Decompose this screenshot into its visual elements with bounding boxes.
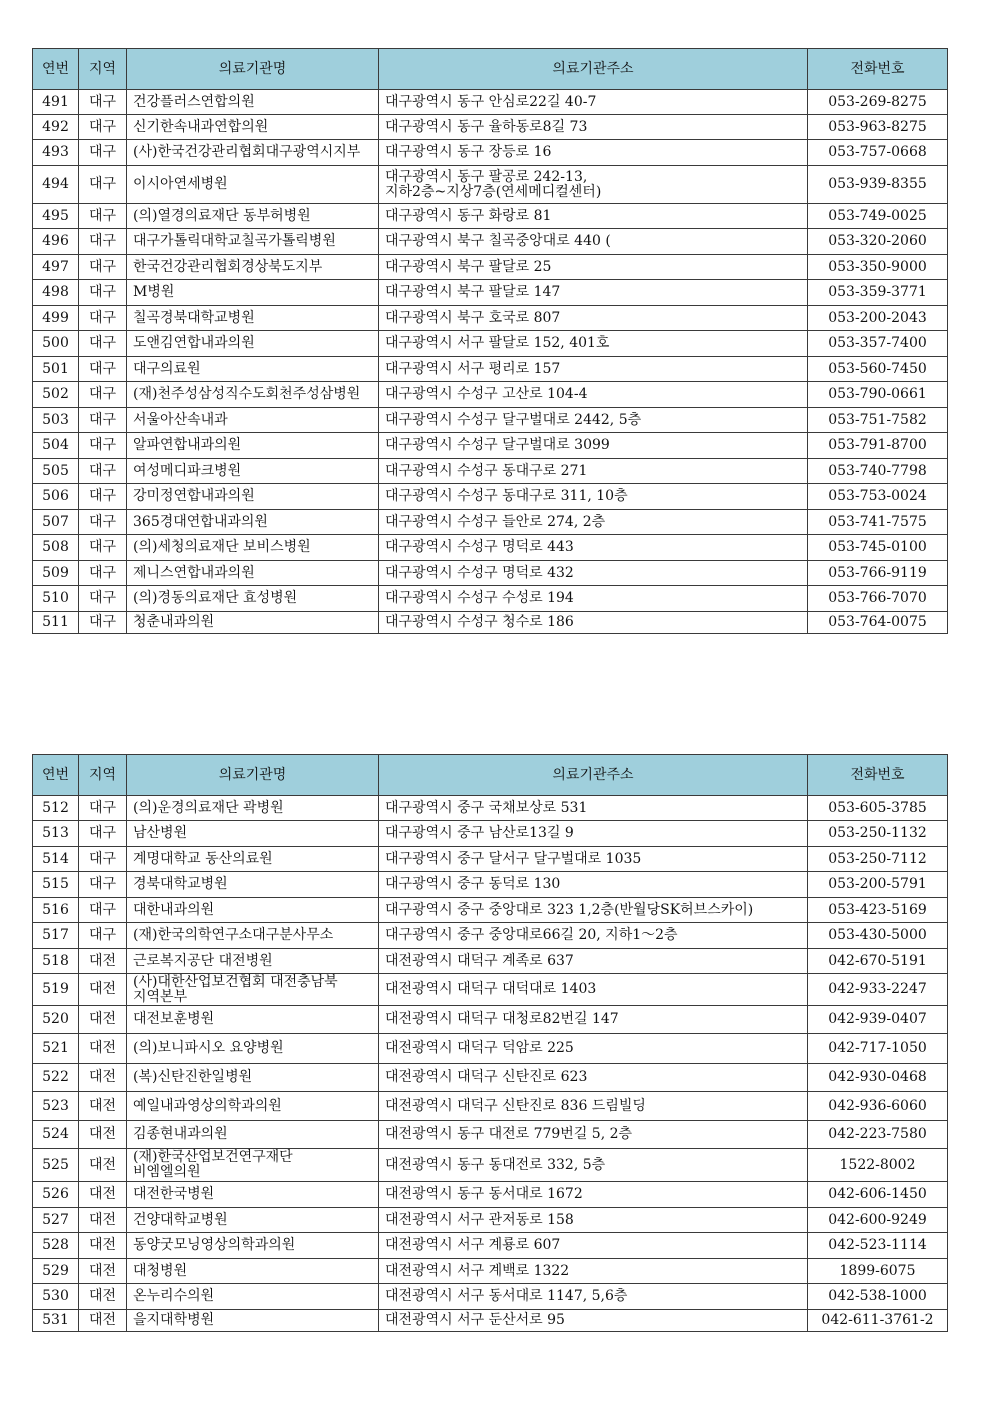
cell-name: 남산병원 bbox=[127, 821, 379, 847]
table-row bbox=[33, 484, 948, 510]
cell-phone: 053-605-3785 bbox=[808, 796, 948, 821]
cell-name: 을지대학병원 bbox=[127, 1310, 379, 1332]
cell-phone: 053-200-2043 bbox=[808, 306, 948, 331]
cell-region: 대구 bbox=[79, 331, 127, 357]
cell-address: 대구광역시 수성구 달구벌대로 2442, 5층 bbox=[379, 408, 808, 433]
table-row bbox=[33, 331, 948, 357]
cell-phone: 1522-8002 bbox=[808, 1149, 948, 1182]
cell-address: 대구광역시 수성구 동대구로 271 bbox=[379, 459, 808, 484]
cell-name: 제니스연합내과의원 bbox=[127, 561, 379, 586]
cell-name: 예일내과영상의학과의원 bbox=[127, 1092, 379, 1121]
table-row bbox=[33, 1284, 948, 1310]
cell-no: 492 bbox=[33, 115, 79, 140]
cell-phone: 042-670-5191 bbox=[808, 949, 948, 974]
table-row bbox=[33, 90, 948, 115]
table-row bbox=[33, 872, 948, 898]
cell-address: 대전광역시 서구 동서대로 1147, 5,6층 bbox=[379, 1284, 808, 1310]
cell-address: 대구광역시 중구 남산로13길 9 bbox=[379, 821, 808, 847]
cell-address: 대구광역시 수성구 고산로 104-4 bbox=[379, 382, 808, 408]
cell-address: 대구광역시 북구 호국로 807 bbox=[379, 306, 808, 331]
table-row bbox=[33, 1149, 948, 1182]
cell-address: 대전광역시 대덕구 신탄진로 836 드림빌딩 bbox=[379, 1092, 808, 1121]
cell-no: 509 bbox=[33, 561, 79, 586]
cell-phone: 053-751-7582 bbox=[808, 408, 948, 433]
cell-address: 대구광역시 수성구 달구벌대로 3099 bbox=[379, 433, 808, 459]
cell-name: (의)보니파시오 요양병원 bbox=[127, 1034, 379, 1064]
cell-name: M병원 bbox=[127, 280, 379, 306]
cell-phone: 042-611-3761-2 bbox=[808, 1310, 948, 1332]
table-row bbox=[33, 1092, 948, 1121]
cell-phone: 053-764-0075 bbox=[808, 612, 948, 634]
cell-region: 대구 bbox=[79, 140, 127, 166]
cell-no: 519 bbox=[33, 974, 79, 1006]
header-address: 의료기관주소 bbox=[379, 49, 808, 90]
cell-address: 대구광역시 수성구 명덕로 443 bbox=[379, 535, 808, 561]
cell-name: (재)한국산업보건연구재단 비엠엘의원 bbox=[127, 1149, 379, 1182]
cell-name: 청춘내과의원 bbox=[127, 612, 379, 634]
cell-name: 여성메디파크병원 bbox=[127, 459, 379, 484]
cell-no: 499 bbox=[33, 306, 79, 331]
cell-region: 대구 bbox=[79, 459, 127, 484]
cell-phone: 053-753-0024 bbox=[808, 484, 948, 510]
cell-address: 대구광역시 중구 중앙대로66길 20, 지하1～2층 bbox=[379, 923, 808, 949]
header-no: 연번 bbox=[33, 49, 79, 90]
cell-region: 대구 bbox=[79, 510, 127, 535]
cell-name: (의)열경의료재단 동부허병원 bbox=[127, 204, 379, 229]
cell-name: (재)한국의학연구소대구분사무소 bbox=[127, 923, 379, 949]
header-name: 의료기관명 bbox=[127, 49, 379, 90]
cell-region: 대구 bbox=[79, 255, 127, 280]
cell-region: 대전 bbox=[79, 1149, 127, 1182]
cell-region: 대구 bbox=[79, 280, 127, 306]
cell-region: 대구 bbox=[79, 90, 127, 115]
cell-address: 대구광역시 동구 팔공로 242-13, 지하2층~지상7층(연세메디컬센터) bbox=[379, 166, 808, 204]
cell-region: 대전 bbox=[79, 1064, 127, 1092]
cell-no: 500 bbox=[33, 331, 79, 357]
cell-address: 대구광역시 수성구 수성로 194 bbox=[379, 586, 808, 612]
table-row bbox=[33, 796, 948, 821]
cell-address: 대전광역시 동구 동대전로 332, 5층 bbox=[379, 1149, 808, 1182]
table-row bbox=[33, 1233, 948, 1259]
cell-no: 531 bbox=[33, 1310, 79, 1332]
cell-region: 대구 bbox=[79, 484, 127, 510]
cell-no: 504 bbox=[33, 433, 79, 459]
cell-phone: 053-791-8700 bbox=[808, 433, 948, 459]
header-phone: 전화번호 bbox=[808, 49, 948, 90]
cell-phone: 042-523-1114 bbox=[808, 1233, 948, 1259]
cell-phone: 053-766-7070 bbox=[808, 586, 948, 612]
cell-phone: 053-757-0668 bbox=[808, 140, 948, 166]
cell-address: 대전광역시 대덕구 대덕대로 1403 bbox=[379, 974, 808, 1006]
cell-region: 대구 bbox=[79, 561, 127, 586]
cell-no: 493 bbox=[33, 140, 79, 166]
cell-address: 대구광역시 수성구 들안로 274, 2층 bbox=[379, 510, 808, 535]
header-address: 의료기관주소 bbox=[379, 755, 808, 796]
cell-address: 대구광역시 서구 팔달로 152, 401호 bbox=[379, 331, 808, 357]
cell-phone: 042-717-1050 bbox=[808, 1034, 948, 1064]
cell-no: 516 bbox=[33, 898, 79, 923]
cell-no: 503 bbox=[33, 408, 79, 433]
cell-name: 대전보훈병원 bbox=[127, 1006, 379, 1034]
table-row bbox=[33, 166, 948, 204]
header-region: 지역 bbox=[79, 49, 127, 90]
cell-phone: 042-930-0468 bbox=[808, 1064, 948, 1092]
cell-phone: 053-430-5000 bbox=[808, 923, 948, 949]
cell-region: 대구 bbox=[79, 204, 127, 229]
cell-region: 대구 bbox=[79, 898, 127, 923]
cell-address: 대구광역시 수성구 명덕로 432 bbox=[379, 561, 808, 586]
cell-region: 대구 bbox=[79, 357, 127, 382]
cell-no: 530 bbox=[33, 1284, 79, 1310]
cell-region: 대전 bbox=[79, 1092, 127, 1121]
cell-no: 494 bbox=[33, 166, 79, 204]
cell-no: 502 bbox=[33, 382, 79, 408]
table-row bbox=[33, 433, 948, 459]
cell-phone: 042-933-2247 bbox=[808, 974, 948, 1006]
cell-name: 김종현내과의원 bbox=[127, 1121, 379, 1149]
cell-no: 512 bbox=[33, 796, 79, 821]
cell-name: 강미정연합내과의원 bbox=[127, 484, 379, 510]
cell-no: 528 bbox=[33, 1233, 79, 1259]
table-row bbox=[33, 1259, 948, 1284]
cell-name: 대전한국병원 bbox=[127, 1182, 379, 1208]
cell-address: 대구광역시 중구 달서구 달구벌대로 1035 bbox=[379, 847, 808, 872]
cell-phone: 053-749-0025 bbox=[808, 204, 948, 229]
cell-region: 대전 bbox=[79, 1006, 127, 1034]
cell-phone: 042-936-6060 bbox=[808, 1092, 948, 1121]
cell-name: (사)한국건강관리협회대구광역시지부 bbox=[127, 140, 379, 166]
cell-phone: 053-250-7112 bbox=[808, 847, 948, 872]
cell-name: 온누리수의원 bbox=[127, 1284, 379, 1310]
table-row bbox=[33, 115, 948, 140]
cell-no: 510 bbox=[33, 586, 79, 612]
cell-address: 대구광역시 중구 동덕로 130 bbox=[379, 872, 808, 898]
cell-no: 497 bbox=[33, 255, 79, 280]
cell-address: 대전광역시 대덕구 덕암로 225 bbox=[379, 1034, 808, 1064]
table-row bbox=[33, 140, 948, 166]
cell-region: 대구 bbox=[79, 821, 127, 847]
cell-name: (의)경동의료재단 효성병원 bbox=[127, 586, 379, 612]
cell-phone: 042-606-1450 bbox=[808, 1182, 948, 1208]
cell-address: 대구광역시 수성구 청수로 186 bbox=[379, 612, 808, 634]
table-row bbox=[33, 612, 948, 634]
cell-no: 527 bbox=[33, 1208, 79, 1233]
cell-phone: 053-320-2060 bbox=[808, 229, 948, 255]
cell-name: 근로복지공단 대전병원 bbox=[127, 949, 379, 974]
table-row bbox=[33, 255, 948, 280]
cell-address: 대구광역시 북구 팔달로 25 bbox=[379, 255, 808, 280]
cell-address: 대전광역시 대덕구 대청로82번길 147 bbox=[379, 1006, 808, 1034]
cell-name: 이시아연세병원 bbox=[127, 166, 379, 204]
cell-name: 동양굿모닝영상의학과의원 bbox=[127, 1233, 379, 1259]
cell-phone: 042-939-0407 bbox=[808, 1006, 948, 1034]
cell-phone: 053-200-5791 bbox=[808, 872, 948, 898]
cell-name: 대한내과의원 bbox=[127, 898, 379, 923]
cell-region: 대구 bbox=[79, 586, 127, 612]
cell-no: 506 bbox=[33, 484, 79, 510]
cell-address: 대구광역시 북구 팔달로 147 bbox=[379, 280, 808, 306]
cell-no: 495 bbox=[33, 204, 79, 229]
table-row bbox=[33, 974, 948, 1006]
table-row bbox=[33, 1182, 948, 1208]
cell-region: 대구 bbox=[79, 612, 127, 634]
table-header-row bbox=[33, 49, 948, 90]
cell-address: 대구광역시 동구 안심로22길 40-7 bbox=[379, 90, 808, 115]
cell-address: 대구광역시 중구 국채보상로 531 bbox=[379, 796, 808, 821]
cell-address: 대전광역시 서구 계룡로 607 bbox=[379, 1233, 808, 1259]
table-row bbox=[33, 923, 948, 949]
table-row bbox=[33, 510, 948, 535]
cell-region: 대전 bbox=[79, 1233, 127, 1259]
cell-phone: 042-223-7580 bbox=[808, 1121, 948, 1149]
cell-no: 496 bbox=[33, 229, 79, 255]
cell-name: 대구가톨릭대학교칠곡가톨릭병원 bbox=[127, 229, 379, 255]
cell-name: 신기한속내과연합의원 bbox=[127, 115, 379, 140]
cell-address: 대구광역시 동구 장등로 16 bbox=[379, 140, 808, 166]
cell-region: 대구 bbox=[79, 306, 127, 331]
table-row bbox=[33, 898, 948, 923]
table-row bbox=[33, 1310, 948, 1332]
cell-no: 508 bbox=[33, 535, 79, 561]
cell-no: 524 bbox=[33, 1121, 79, 1149]
cell-phone: 053-741-7575 bbox=[808, 510, 948, 535]
table-row bbox=[33, 1208, 948, 1233]
cell-phone: 053-350-9000 bbox=[808, 255, 948, 280]
cell-phone: 053-790-0661 bbox=[808, 382, 948, 408]
cell-no: 518 bbox=[33, 949, 79, 974]
table-row bbox=[33, 408, 948, 433]
cell-name: 한국건강관리협회경상북도지부 bbox=[127, 255, 379, 280]
cell-no: 505 bbox=[33, 459, 79, 484]
cell-no: 526 bbox=[33, 1182, 79, 1208]
cell-region: 대전 bbox=[79, 949, 127, 974]
cell-no: 498 bbox=[33, 280, 79, 306]
cell-address: 대전광역시 서구 둔산서로 95 bbox=[379, 1310, 808, 1332]
cell-region: 대구 bbox=[79, 166, 127, 204]
cell-phone: 053-745-0100 bbox=[808, 535, 948, 561]
cell-no: 515 bbox=[33, 872, 79, 898]
cell-address: 대구광역시 서구 평리로 157 bbox=[379, 357, 808, 382]
cell-no: 501 bbox=[33, 357, 79, 382]
table-row bbox=[33, 1034, 948, 1064]
cell-address: 대전광역시 서구 관저동로 158 bbox=[379, 1208, 808, 1233]
cell-region: 대구 bbox=[79, 847, 127, 872]
cell-phone: 042-600-9249 bbox=[808, 1208, 948, 1233]
cell-name: 알파연합내과의원 bbox=[127, 433, 379, 459]
cell-no: 507 bbox=[33, 510, 79, 535]
cell-region: 대구 bbox=[79, 923, 127, 949]
cell-name: 칠곡경북대학교병원 bbox=[127, 306, 379, 331]
cell-phone: 053-560-7450 bbox=[808, 357, 948, 382]
header-name: 의료기관명 bbox=[127, 755, 379, 796]
cell-address: 대전광역시 동구 동서대로 1672 bbox=[379, 1182, 808, 1208]
cell-no: 520 bbox=[33, 1006, 79, 1034]
cell-region: 대구 bbox=[79, 408, 127, 433]
table-row bbox=[33, 229, 948, 255]
hospital-table-1 bbox=[32, 48, 948, 634]
table-row bbox=[33, 561, 948, 586]
cell-name: (복)신탄진한일병원 bbox=[127, 1064, 379, 1092]
cell-name: (의)세청의료재단 보비스병원 bbox=[127, 535, 379, 561]
cell-name: 경북대학교병원 bbox=[127, 872, 379, 898]
cell-name: 건양대학교병원 bbox=[127, 1208, 379, 1233]
header-no: 연번 bbox=[33, 755, 79, 796]
cell-name: 365경대연합내과의원 bbox=[127, 510, 379, 535]
cell-address: 대전광역시 대덕구 신탄진로 623 bbox=[379, 1064, 808, 1092]
cell-region: 대전 bbox=[79, 1310, 127, 1332]
cell-phone: 042-538-1000 bbox=[808, 1284, 948, 1310]
cell-name: 서울아산속내과 bbox=[127, 408, 379, 433]
cell-no: 529 bbox=[33, 1259, 79, 1284]
cell-address: 대구광역시 수성구 동대구로 311, 10층 bbox=[379, 484, 808, 510]
table-row bbox=[33, 1006, 948, 1034]
cell-no: 511 bbox=[33, 612, 79, 634]
cell-region: 대구 bbox=[79, 433, 127, 459]
cell-no: 514 bbox=[33, 847, 79, 872]
cell-no: 491 bbox=[33, 90, 79, 115]
table-row bbox=[33, 306, 948, 331]
cell-address: 대구광역시 중구 중앙대로 323 1,2층(반월당SK허브스카이) bbox=[379, 898, 808, 923]
cell-name: (의)운경의료재단 곽병원 bbox=[127, 796, 379, 821]
cell-phone: 053-359-3771 bbox=[808, 280, 948, 306]
cell-phone: 053-939-8355 bbox=[808, 166, 948, 204]
cell-address: 대전광역시 동구 대전로 779번길 5, 2층 bbox=[379, 1121, 808, 1149]
cell-region: 대전 bbox=[79, 974, 127, 1006]
cell-no: 517 bbox=[33, 923, 79, 949]
cell-address: 대구광역시 동구 화랑로 81 bbox=[379, 204, 808, 229]
cell-name: (사)대한산업보건협회 대전충남북 지역본부 bbox=[127, 974, 379, 1006]
table-row bbox=[33, 586, 948, 612]
cell-no: 522 bbox=[33, 1064, 79, 1092]
cell-region: 대구 bbox=[79, 535, 127, 561]
cell-address: 대구광역시 동구 율하동로8길 73 bbox=[379, 115, 808, 140]
cell-phone: 053-250-1132 bbox=[808, 821, 948, 847]
cell-address: 대전광역시 대덕구 계족로 637 bbox=[379, 949, 808, 974]
cell-name: 대청병원 bbox=[127, 1259, 379, 1284]
cell-region: 대구 bbox=[79, 115, 127, 140]
cell-phone: 053-423-5169 bbox=[808, 898, 948, 923]
cell-region: 대구 bbox=[79, 229, 127, 255]
cell-phone: 053-766-9119 bbox=[808, 561, 948, 586]
cell-region: 대구 bbox=[79, 872, 127, 898]
table-row bbox=[33, 204, 948, 229]
cell-region: 대전 bbox=[79, 1182, 127, 1208]
cell-region: 대전 bbox=[79, 1284, 127, 1310]
cell-region: 대전 bbox=[79, 1034, 127, 1064]
cell-name: 계명대학교 동산의료원 bbox=[127, 847, 379, 872]
cell-no: 523 bbox=[33, 1092, 79, 1121]
table-row bbox=[33, 1121, 948, 1149]
cell-name: 도앤김연합내과의원 bbox=[127, 331, 379, 357]
cell-phone: 053-357-7400 bbox=[808, 331, 948, 357]
header-region: 지역 bbox=[79, 755, 127, 796]
table-row bbox=[33, 949, 948, 974]
cell-no: 521 bbox=[33, 1034, 79, 1064]
cell-region: 대전 bbox=[79, 1259, 127, 1284]
hospital-table-2 bbox=[32, 754, 948, 1332]
table-row bbox=[33, 821, 948, 847]
cell-phone: 1899-6075 bbox=[808, 1259, 948, 1284]
cell-region: 대구 bbox=[79, 382, 127, 408]
cell-no: 513 bbox=[33, 821, 79, 847]
table-header-row bbox=[33, 755, 948, 796]
table-row bbox=[33, 847, 948, 872]
cell-address: 대구광역시 북구 칠곡중앙대로 440 ( bbox=[379, 229, 808, 255]
cell-name: (재)천주성삼성직수도회천주성삼병원 bbox=[127, 382, 379, 408]
cell-address: 대전광역시 서구 계백로 1322 bbox=[379, 1259, 808, 1284]
table-row bbox=[33, 382, 948, 408]
cell-region: 대전 bbox=[79, 1208, 127, 1233]
cell-name: 건강플러스연합의원 bbox=[127, 90, 379, 115]
table-row bbox=[33, 280, 948, 306]
table-row bbox=[33, 1064, 948, 1092]
cell-phone: 053-963-8275 bbox=[808, 115, 948, 140]
table-row bbox=[33, 535, 948, 561]
cell-name: 대구의료원 bbox=[127, 357, 379, 382]
cell-region: 대전 bbox=[79, 1121, 127, 1149]
cell-phone: 053-269-8275 bbox=[808, 90, 948, 115]
header-phone: 전화번호 bbox=[808, 755, 948, 796]
cell-phone: 053-740-7798 bbox=[808, 459, 948, 484]
cell-region: 대구 bbox=[79, 796, 127, 821]
table-row bbox=[33, 459, 948, 484]
table-row bbox=[33, 357, 948, 382]
cell-no: 525 bbox=[33, 1149, 79, 1182]
